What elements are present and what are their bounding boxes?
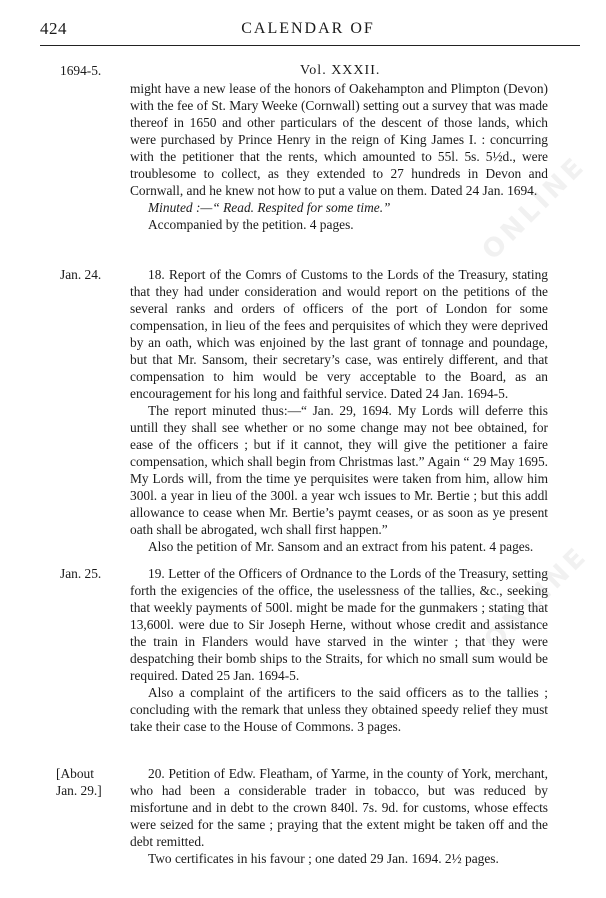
entry-enclosure: Two certificates in his favour ; one dated 29 Jan. 1694. 2½ pages. bbox=[148, 851, 499, 866]
entry-date: Jan. 25. bbox=[60, 566, 102, 581]
running-title: CALENDAR OF bbox=[241, 20, 375, 37]
entry-18 bbox=[130, 266, 548, 555]
watermark-stamp: ONLINE bbox=[478, 540, 595, 656]
entry-continuation bbox=[130, 80, 548, 233]
entry-date: [About Jan. 29.] bbox=[56, 766, 102, 798]
entry-minute: The report minuted thus:—“ Jan. 29, 1694. My Lords will deferre this untill they shall see whether or no some change may not bee obtained, for ease of the officers ; but if it cannot, they will give the petitioner a faire compensation, which shall begin from Christmas last.” Again “ 29 May 1695. My Lords will, from the time ye perquisites were taken from him, allow him 300l. a year in lieu of the 300l. a year wch issues to Mr. Bertie ; but this addl allowance to cease when Mr. Bertie’s paymt ceases, or as soon as ye present oath shall be abrogated, wch shall first happen.” bbox=[130, 403, 548, 537]
page-header bbox=[40, 20, 576, 42]
page-number: 424 bbox=[40, 19, 67, 38]
entry-paragraph: 18. Report of the Comrs of Customs to the Lords of the Treasury, stating that they had under consideration and would report on the petitions of the several ranks and orders of officers of the port of London for some compensation, in lieu of the fees and perquisites of which they were deprived by an oath, which was enjoined by the last grant of tonnage and poundage, but that Mr. Sansom, their secretary’s case, was entirely different, and that compensation to him would be very acceptable to the Board, as an encouragement for his long and faithful service. Dated 24 Jan. 1694-5. bbox=[130, 267, 548, 401]
entry-minute: Minuted :—“ Read. Respited for some time.” bbox=[148, 200, 391, 215]
entry-paragraph: might have a new lease of the honors of Oakehampton and Plimpton (Devon) with the fee of St. Mary Weeke (Cornwall) setting out a survey that was made thereof in 1650 and other particulars of the descent of those lands, which were purchased by Prince Henry in the reign of King James I. : concurring with the petitioner that the rents, which amounted to 55l. 5s. 5½d., were troublesome to collect, as they extended to 27 hundreds in Devon and Cornwall, and he knew not how to put a value on them. Dated 24 Jan. 1694. bbox=[130, 81, 548, 198]
header-rule bbox=[40, 45, 580, 46]
year-label: 1694-5. bbox=[60, 63, 102, 78]
watermark-stamp: ONLINE bbox=[476, 150, 593, 266]
entry-enclosure: Also a complaint of the artificers to the said officers as to the tallies ; concluding with the remark that unless they obtained speedy relief they must take their case to the House of Commons. 3 pages. bbox=[130, 685, 548, 734]
entry-19 bbox=[130, 565, 548, 735]
entry-paragraph: 20. Petition of Edw. Fleatham, of Yarme, in the county of York, merchant, who had been a considerable trader in tobacco, but was reduced by misfortune and in debt to the crown 840l. 7s. 9d. for customs, whose effects were seized for the same ; praying that the extent might be taken off and the debt remitted. bbox=[130, 766, 548, 849]
entry-20 bbox=[130, 765, 548, 867]
entry-enclosure: Also the petition of Mr. Sansom and an extract from his patent. 4 pages. bbox=[148, 539, 534, 554]
entry-paragraph: 19. Letter of the Officers of Ordnance to the Lords of the Treasury, setting forth the exigencies of the office, the uselessness of the tallies, &c., seeking that weekly payments of 500l. might be made for the gunmakers ; stating that 13,600l. were due to Sir Joseph Herne, without whose credit and assistance the train in Flanders would have starved in the winter ; that they were despatching their bomb ships to the Straits, for which no small sum would be required. Dated 25 Jan. 1694-5. bbox=[130, 566, 548, 683]
volume-label: Vol. XXXII. bbox=[300, 63, 381, 78]
entry-enclosure: Accompanied by the petition. 4 pages. bbox=[148, 217, 354, 232]
entry-date: Jan. 24. bbox=[60, 267, 102, 282]
